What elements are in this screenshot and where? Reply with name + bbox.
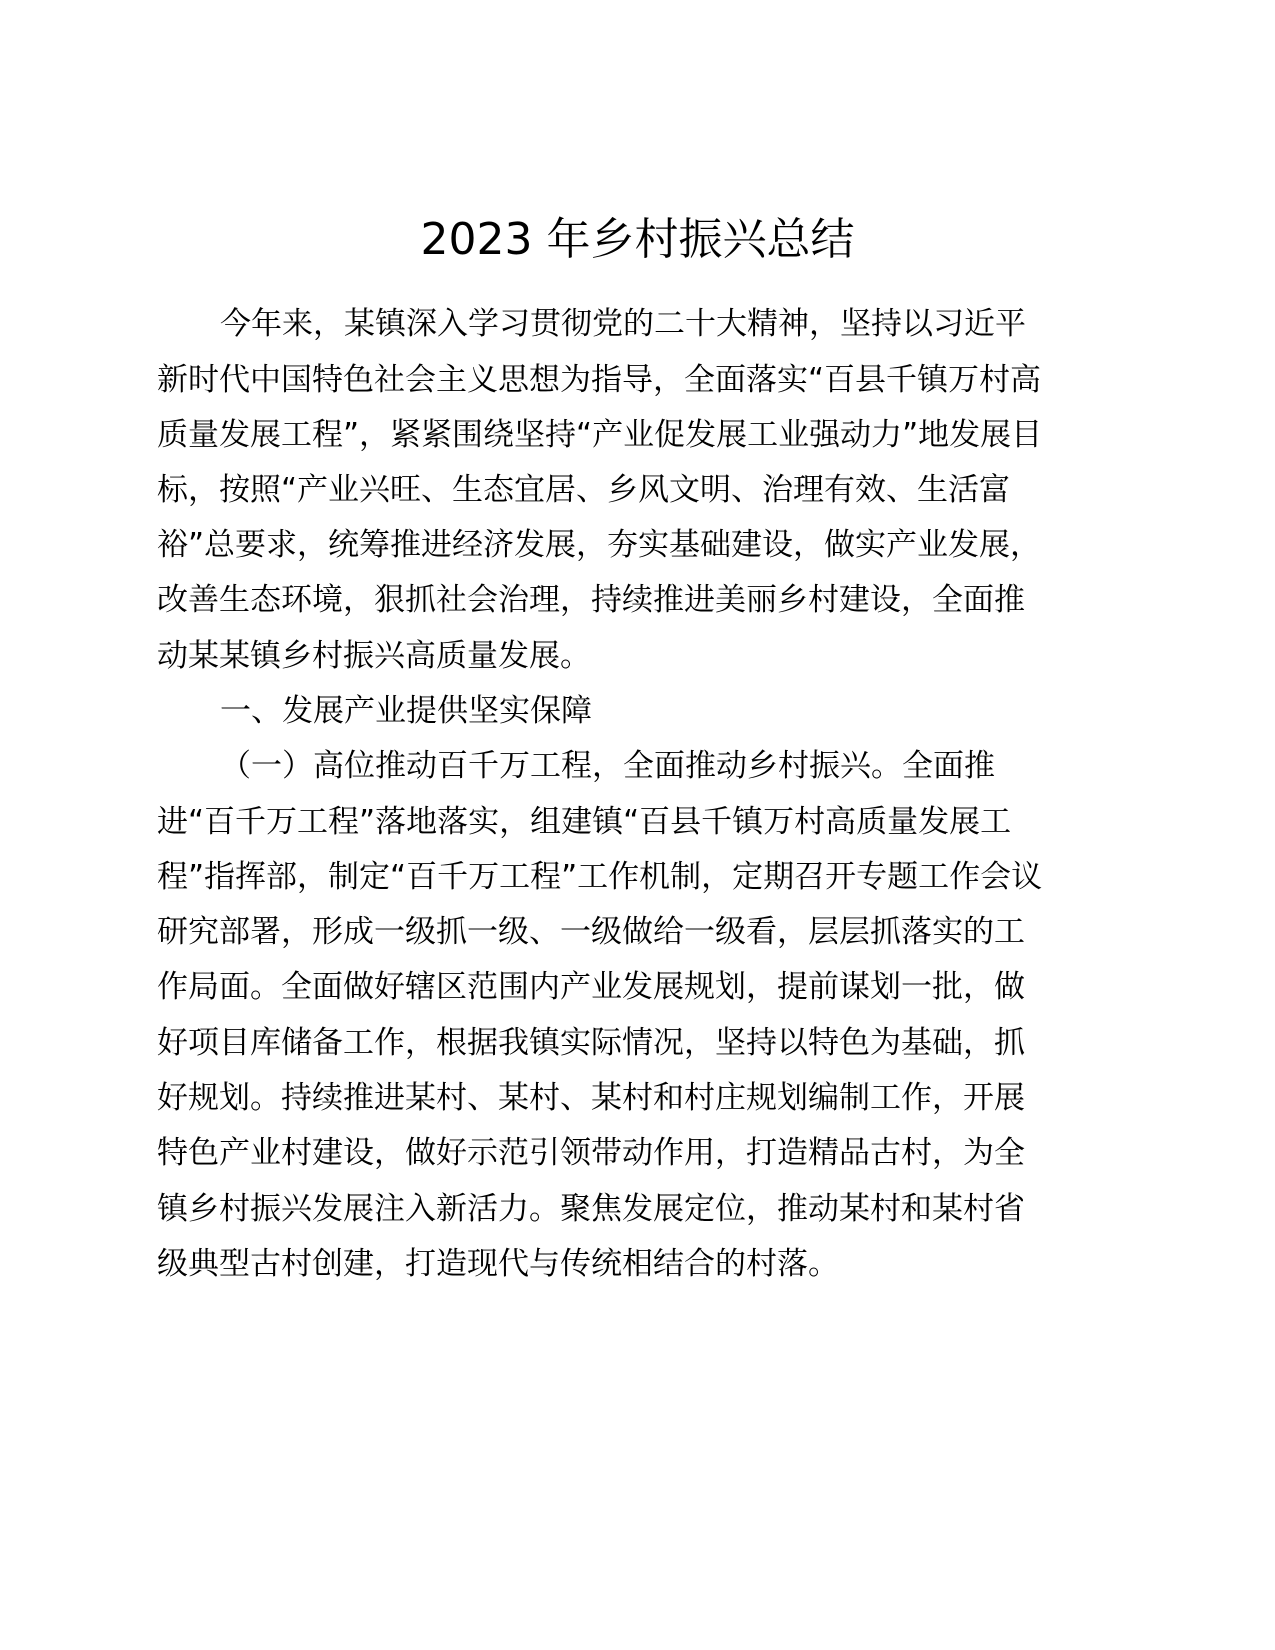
paragraph-2-line-5: 作局面。全面做好辖区范围内产业发展规划，提前谋划一批，做: [157, 969, 1025, 1005]
paragraph-1-line-7: 动某某镇乡村振兴高质量发展。: [157, 638, 591, 674]
paragraph-2-line-8: 特色产业村建设，做好示范引领带动作用，打造精品古村，为全: [157, 1135, 1025, 1171]
paragraph-2-line-7: 好规划。持续推进某村、某村、某村和村庄规划编制工作，开展: [157, 1080, 1025, 1116]
paragraph-2-line-3: 程”指挥部，制定“百千万工程”工作机制，定期召开专题工作会议: [157, 859, 1043, 895]
section-heading-1: 一、发展产业提供坚实保障: [220, 693, 592, 729]
paragraph-1-line-3: 质量发展工程”，紧紧围绕坚持“产业促发展工业强动力”地发展目: [157, 417, 1043, 453]
paragraph-1-line-1: 今年来，某镇深入学习贯彻党的二十大精神，坚持以习近平: [220, 306, 1026, 342]
paragraph-2-line-10: 级典型古村创建，打造现代与传统相结合的村落。: [157, 1246, 839, 1282]
paragraph-2-line-1: （一）高位推动百千万工程，全面推动乡村振兴。全面推: [220, 748, 995, 784]
paragraph-1-line-5: 裕”总要求，统筹推进经济发展，夯实基础建设，做实产业发展，: [157, 527, 1042, 563]
paragraph-2-line-4: 研究部署，形成一级抓一级、一级做给一级看，层层抓落实的工: [157, 914, 1025, 950]
paragraph-1-line-6: 改善生态环境，狠抓社会治理，持续推进美丽乡村建设，全面推: [157, 582, 1025, 618]
paragraph-1-line-2: 新时代中国特色社会主义思想为指导，全面落实“百县千镇万村高: [157, 362, 1042, 398]
paragraph-2-line-2: 进“百千万工程”落地落实，组建镇“百县千镇万村高质量发展工: [157, 804, 1012, 840]
paragraph-1-line-4: 标，按照“产业兴旺、生态宜居、乡风文明、治理有效、生活富: [157, 472, 1011, 508]
paragraph-2-line-6: 好项目库储备工作，根据我镇实际情况，坚持以特色为基础，抓: [157, 1025, 1025, 1061]
document-title: 2023 年乡村振兴总结: [420, 214, 855, 265]
paragraph-2-line-9: 镇乡村振兴发展注入新活力。聚焦发展定位，推动某村和某村省: [157, 1191, 1025, 1227]
